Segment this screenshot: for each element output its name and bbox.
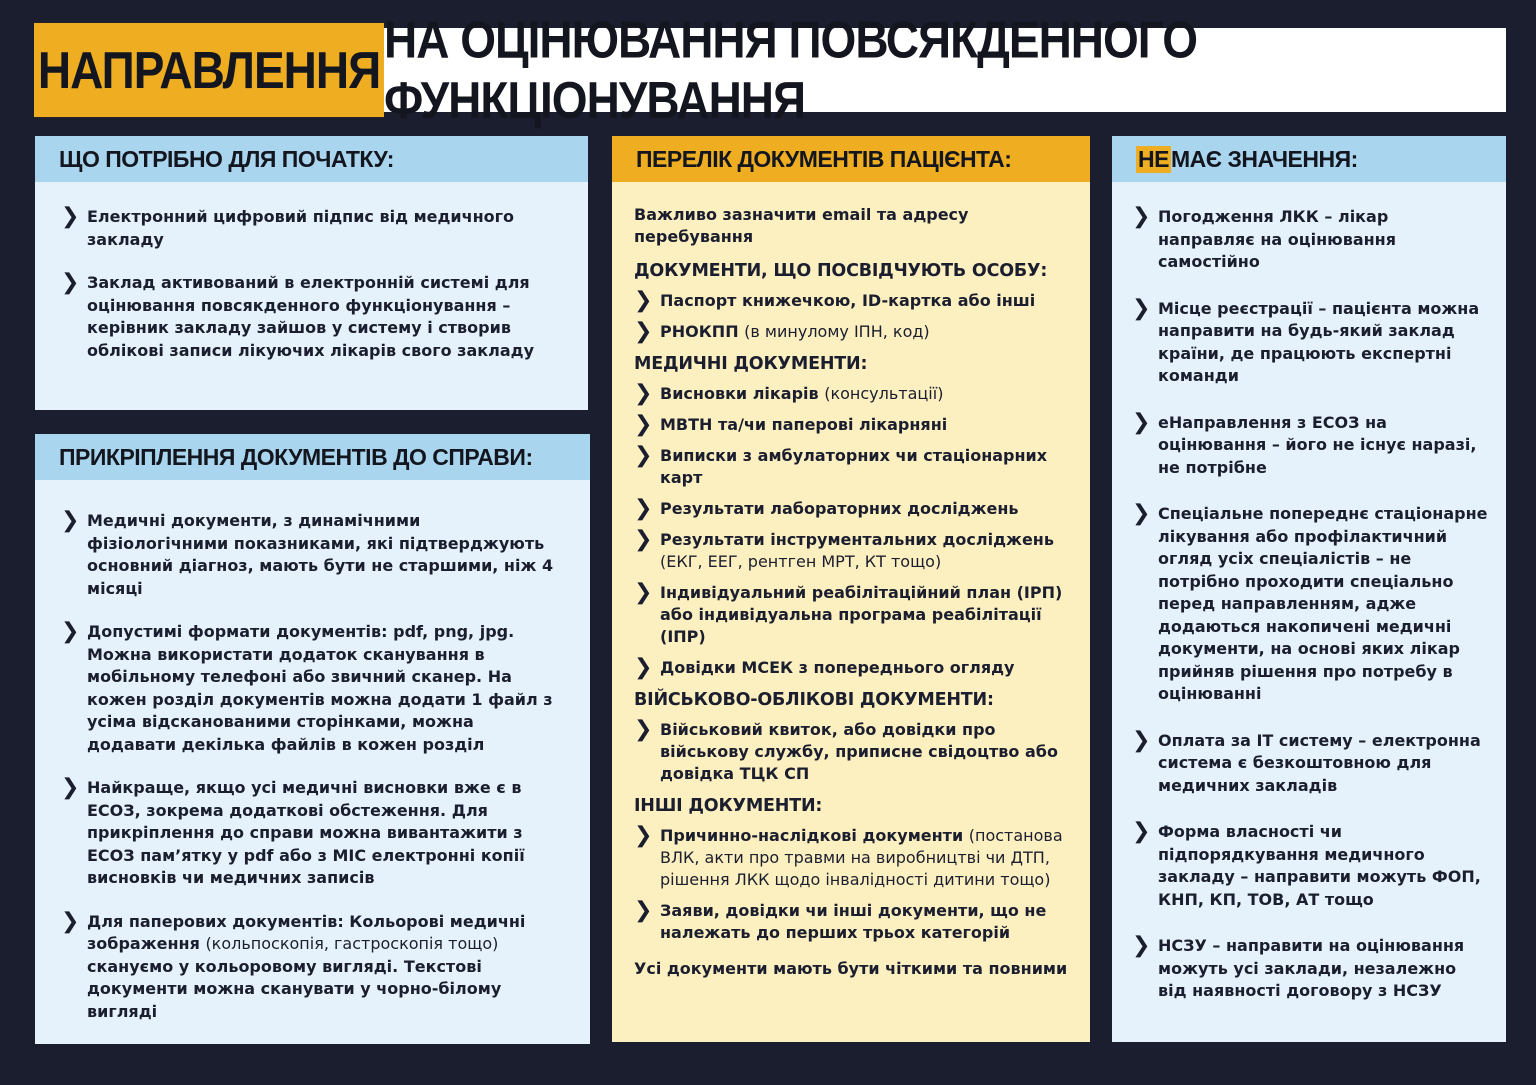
list-item: ❯ Найкраще, якщо усі медичні висновки вже є в ЕСОЗ, зокрема додаткові обстеження. Для прикріплення до справи можна вивантажити з ЕСОЗ пам’ятку у pdf або з МІС електронні копії висновків чи медичних записів: [61, 775, 525, 887]
list-item: ❯ Результати інструментальних досліджень (ЕКГ, ЕЕГ, рентген МРТ, КТ тощо): [634, 527, 1054, 571]
section-title: ДОКУМЕНТИ, ЩО ПОСВІДЧУЮТЬ ОСОБУ:: [634, 261, 1048, 281]
documents-panel: [612, 136, 1090, 1042]
chevron-right-icon: ❯: [61, 270, 80, 295]
chevron-right-icon: ❯: [1132, 501, 1151, 526]
list-item: ❯ Висновки лікарів (консультації): [634, 381, 944, 406]
list-item: ❯ Для паперових документів: Кольорові медичні зображення (кольпоскопія, гастроскопія тощо) скануємо у кольоровому вигляді. Текстові документи можна сканувати у чорно-білому вигляді: [61, 908, 526, 1021]
documents-heading: ПЕРЕЛІК ДОКУМЕНТІВ ПАЦІЄНТА:: [612, 136, 1090, 182]
list-item: ❯ МВТН та/чи паперові лікарняні: [634, 412, 948, 437]
chevron-right-icon: ❯: [634, 527, 653, 552]
chevron-right-icon: ❯: [634, 823, 653, 848]
chevron-right-icon: ❯: [634, 655, 653, 680]
chevron-right-icon: ❯: [1132, 819, 1151, 844]
title-bar: [34, 10, 1506, 130]
list-item: ❯ Медичні документи, з динамічними фізіологічними показниками, які підтверджують основний діагноз, мають бути не старшими, ніж 4 місяці: [61, 508, 554, 598]
list-item: ❯ Електронний цифровий підпис від медичного закладу: [61, 204, 515, 249]
chevron-right-icon: ❯: [634, 898, 653, 923]
irrelevant-panel: [1112, 136, 1506, 1042]
start-heading: ЩО ПОТРІБНО ДЛЯ ПОЧАТКУ:: [35, 136, 588, 182]
heading-highlight: НЕ: [1138, 145, 1169, 172]
list-item: ❯ Виписки з амбулаторних чи стаціонарних карт: [634, 443, 1048, 487]
chevron-right-icon: ❯: [634, 319, 653, 344]
start-list: [35, 182, 588, 362]
chevron-right-icon: ❯: [61, 204, 80, 229]
start-panel: [35, 136, 588, 410]
chevron-right-icon: ❯: [61, 619, 80, 644]
list-item: ❯ Паспорт книжечкою, ID-картка або інші: [634, 288, 1036, 313]
chevron-right-icon: ❯: [1132, 933, 1151, 958]
list-item: ❯ Спеціальне попереднє стаціонарне лікування або профілактичний огляд усіх спеціалістів – не потрібно проходити спеціально перед направленням, адже додаються накопичені медичні документи, на основі яких лікар прийняв рішення про потребу в оцінюванні: [1132, 501, 1488, 703]
section-title: ІНШІ ДОКУМЕНТИ:: [634, 796, 823, 816]
documents-footer: Усі документи мають бути чіткими та повними: [634, 959, 1068, 978]
list-item: ❯ Індивідуальний реабілітаційний план (ІРП) або індивідуальна програма реабілітації (ІПР): [634, 580, 1063, 646]
chevron-right-icon: ❯: [634, 443, 653, 468]
list-item: ❯ Погодження ЛКК – лікар направляє на оцінювання самостійно: [1132, 204, 1396, 271]
title-left: НАПРАВЛЕННЯ: [34, 23, 384, 117]
list-item: ❯ Військовий квиток, або довідки про військову службу, приписне свідоцтво або довідка ТЦК СП: [634, 717, 1058, 783]
chevron-right-icon: ❯: [634, 580, 653, 605]
title-right: НА ОЦІНЮВАННЯ ПОВСЯКДЕННОГО ФУНКЦІОНУВАННЯ: [384, 10, 1198, 130]
chevron-right-icon: ❯: [61, 508, 80, 533]
irrelevant-heading: НЕ МАЄ ЗНАЧЕННЯ:: [1112, 136, 1506, 182]
irrelevant-list: [1112, 182, 1506, 1003]
list-item: ❯ Довідки МСЕК з попереднього огляду: [634, 655, 1015, 680]
section-title: МЕДИЧНІ ДОКУМЕНТИ:: [634, 354, 868, 374]
attach-list: [35, 480, 590, 1023]
list-item: ❯ Результати лабораторних досліджень: [634, 496, 1019, 521]
chevron-right-icon: ❯: [1132, 727, 1151, 753]
chevron-right-icon: ❯: [634, 717, 653, 742]
chevron-right-icon: ❯: [1132, 204, 1151, 229]
chevron-right-icon: ❯: [634, 496, 653, 521]
chevron-right-icon: ❯: [634, 381, 653, 406]
documents-intro: Важливо зазначити email та адресу перебування: [634, 205, 969, 246]
list-item: ❯ еНаправлення з ЕСОЗ на оцінювання – його не існує наразі, не потрібне: [1132, 409, 1477, 477]
attach-heading: ПРИКРІПЛЕННЯ ДОКУМЕНТІВ ДО СПРАВИ:: [35, 434, 590, 480]
list-item: ❯ НСЗУ – направити на оцінювання можуть усі заклади, незалежно від наявності договору з НСЗУ: [1132, 933, 1465, 1000]
section-title: ВІЙСЬКОВО-ОБЛІКОВІ ДОКУМЕНТИ:: [634, 690, 994, 710]
list-item: ❯ Форма власності чи підпорядкування медичного закладу – направити можуть ФОП, КНП, КП, ТОВ, АТ тощо: [1132, 819, 1481, 909]
attach-panel: [35, 434, 590, 1044]
list-item: ❯ Заклад активований в електронній системі для оцінювання повсякденного функціонування – керівник закладу зайшов у систему і створив облікові записи лікуючих лікарів свого закладу: [61, 270, 534, 360]
list-item: ❯ РНОКПП (в минулому ІПН, код): [634, 319, 930, 344]
list-item: ❯ Причинно-наслідкові документи (постанова ВЛК, акти про травми на виробництві чи ДТП, рішення ЛКК щодо інвалідності дитини тощо): [634, 823, 1063, 889]
chevron-right-icon: ❯: [61, 775, 80, 800]
chevron-right-icon: ❯: [634, 412, 653, 437]
list-item: ❯ Допустимі формати документів: pdf, png, jpg. Можна використати додаток сканування в мобільному телефоні або звичний сканер. На кожен розділ документів можна додати 1 файл з усіма відсканованими сторінками, можна додавати декілька файлів в кожен розділ: [61, 619, 553, 754]
chevron-right-icon: ❯: [1132, 409, 1151, 435]
list-item: ❯ Оплата за ІТ систему – електронна система є безкоштовною для медичних закладів: [1132, 727, 1481, 795]
list-item: ❯ Заяви, довідки чи інші документи, що не належать до перших трьох категорій: [634, 898, 1047, 942]
list-item: ❯ Місце реєстрації – пацієнта можна направити на будь-який заклад країни, де працюють експертні команди: [1132, 295, 1480, 385]
chevron-right-icon: ❯: [634, 288, 653, 313]
documents-body: [612, 182, 1090, 980]
chevron-right-icon: ❯: [61, 908, 80, 934]
chevron-right-icon: ❯: [1132, 295, 1151, 321]
